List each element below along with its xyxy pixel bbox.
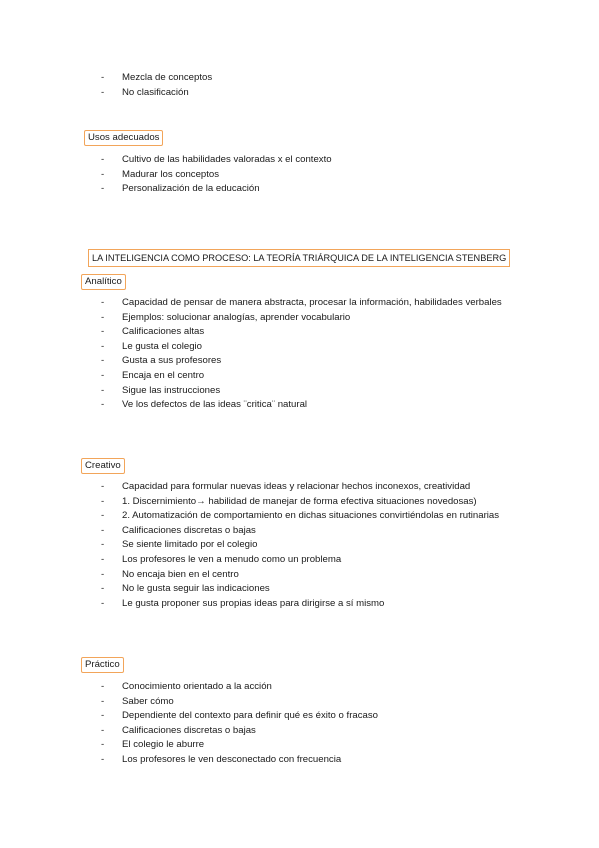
list-item (101, 509, 521, 524)
list-item-text: Capacidad de pensar de manera abstracta, procesar la información, habilidades verbales (122, 297, 502, 308)
dash-bullet: - (101, 539, 105, 551)
list-item (101, 524, 521, 539)
dash-bullet: - (101, 168, 105, 180)
list-item-text: Encaja en el centro (122, 369, 205, 381)
list-item-text: 1. Discernimiento→ habilidad de manejar de forma efectiva situaciones novedosas) (122, 495, 477, 507)
list-item (101, 480, 521, 495)
list-item-text: Le gusta proponer sus propias ideas para dirigirse a sí mismo (122, 597, 385, 609)
dash-bullet: - (101, 297, 105, 308)
usos-bullet-list (101, 153, 521, 197)
list-item-text: Saber cómo (122, 695, 174, 707)
dash-bullet: - (101, 568, 105, 580)
heading-creativo: Creativo (81, 458, 125, 474)
dash-bullet: - (101, 681, 105, 692)
list-item-text: No le gusta seguir las indicaciones (122, 583, 270, 595)
list-item-text: Le gusta el colegio (122, 340, 203, 352)
list-item (101, 384, 521, 399)
dash-bullet: - (101, 183, 105, 195)
list-item-text: Los profesores le ven desconectado con frecuencia (122, 753, 342, 765)
list-item-text: Madurar los conceptos (122, 168, 220, 180)
list-item-text: Calificaciones altas (122, 326, 205, 338)
section-title: LA INTELIGENCIA COMO PROCESO: LA TEORÍA TRIÁRQUICA DE LA INTELIGENCIA STENBERG (88, 249, 510, 267)
list-item (101, 495, 521, 510)
list-item (101, 325, 521, 340)
dash-bullet: - (101, 369, 105, 381)
list-item (101, 369, 521, 384)
dash-bullet: - (101, 583, 105, 595)
dash-bullet: - (101, 481, 105, 492)
dash-bullet: - (101, 384, 105, 396)
list-item (101, 724, 521, 739)
heading-analitico: Analítico (81, 274, 126, 290)
dash-bullet: - (101, 72, 105, 83)
creativo-bullet-list (101, 480, 521, 611)
list-item (101, 182, 521, 197)
list-item (101, 597, 521, 612)
list-item-text: Mezcla de conceptos (122, 72, 213, 83)
dash-bullet: - (101, 710, 105, 722)
list-item (101, 753, 521, 768)
list-item-text: Se siente limitado por el colegio (122, 539, 258, 551)
dash-bullet: - (101, 355, 105, 367)
list-item-text: Gusta a sus profesores (122, 355, 222, 367)
list-item (101, 168, 521, 183)
list-item-text: Dependiente del contexto para definir qué es éxito o fracaso (122, 710, 379, 722)
dash-bullet: - (101, 510, 105, 522)
list-item (101, 398, 521, 413)
list-item (101, 86, 521, 101)
list-item (101, 296, 521, 311)
list-item-text: Calificaciones discretas o bajas (122, 524, 256, 536)
list-item-text: Conocimiento orientado a la acción (122, 681, 272, 692)
list-item (101, 695, 521, 710)
list-item (101, 153, 521, 168)
dash-bullet: - (101, 86, 105, 98)
list-item-text: 2. Automatización de comportamiento en dichas situaciones convirtiéndolas en rutinarias (122, 510, 500, 522)
dash-bullet: - (101, 399, 105, 411)
heading-practico: Práctico (81, 657, 124, 673)
top-bullet-list (101, 71, 521, 100)
dash-bullet: - (101, 154, 105, 165)
list-item-text: No encaja bien en el centro (122, 568, 239, 580)
list-item-text: Los profesores le ven a menudo como un problema (122, 553, 342, 565)
list-item (101, 738, 521, 753)
dash-bullet: - (101, 739, 105, 751)
list-item (101, 538, 521, 553)
list-item (101, 71, 521, 86)
list-item-text: El colegio le aburre (122, 739, 205, 751)
dash-bullet: - (101, 495, 105, 507)
analitico-bullet-list (101, 296, 521, 413)
list-item (101, 568, 521, 583)
dash-bullet: - (101, 553, 105, 565)
list-item (101, 709, 521, 724)
list-item (101, 553, 521, 568)
practico-bullet-list (101, 680, 521, 768)
list-item-text: Ve los defectos de las ideas ¨critica¨ natural (122, 399, 308, 411)
list-item-text: Cultivo de las habilidades valoradas x el contexto (122, 154, 332, 165)
dash-bullet: - (101, 724, 105, 736)
list-item (101, 311, 521, 326)
dash-bullet: - (101, 524, 105, 536)
list-item-text: Sigue las instrucciones (122, 384, 221, 396)
list-item-text: Capacidad para formular nuevas ideas y relacionar hechos inconexos, creatividad (122, 481, 471, 492)
list-item-text: No clasificación (122, 86, 189, 98)
dash-bullet: - (101, 695, 105, 707)
list-item (101, 680, 521, 695)
dash-bullet: - (101, 326, 105, 338)
list-item (101, 340, 521, 355)
list-item (101, 582, 521, 597)
dash-bullet: - (101, 311, 105, 323)
list-item (101, 354, 521, 369)
dash-bullet: - (101, 753, 105, 765)
dash-bullet: - (101, 340, 105, 352)
list-item-text: Calificaciones discretas o bajas (122, 724, 256, 736)
heading-usos-adecuados: Usos adecuados (84, 130, 163, 146)
dash-bullet: - (101, 597, 105, 609)
list-item-text: Personalización de la educación (122, 183, 260, 195)
list-item-text: Ejemplos: solucionar analogías, aprender vocabulario (122, 311, 351, 323)
